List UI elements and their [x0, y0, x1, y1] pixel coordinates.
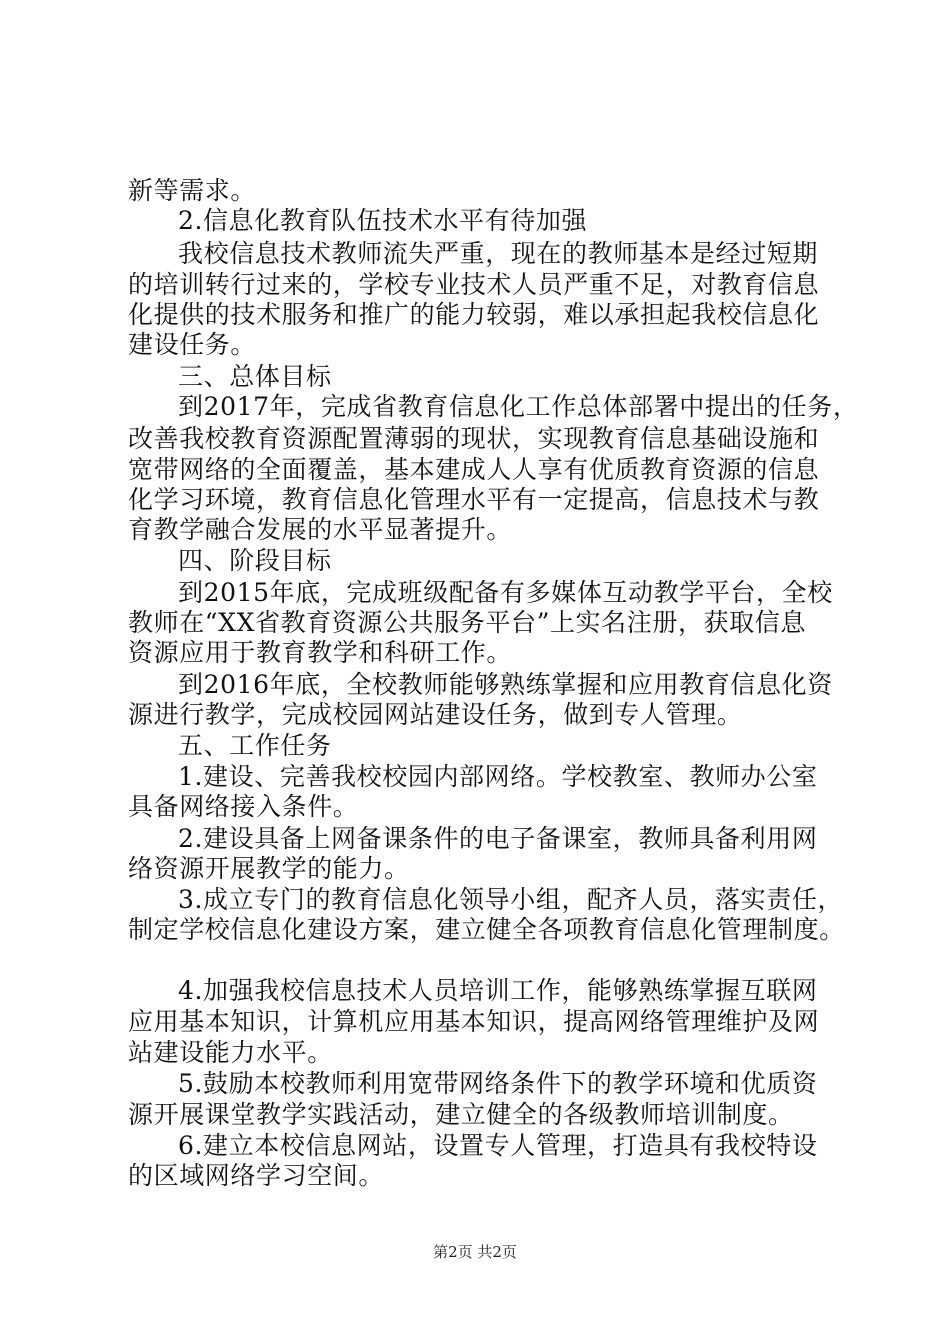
paragraph-line: 到2016年底，全校教师能够熟练掌握和应用教育信息化资	[178, 670, 833, 699]
text-line: 新等需求。	[128, 176, 257, 205]
paragraph-line: 化提供的技术服务和推广的能力较弱，难以承担起我校信息化	[128, 300, 820, 329]
paragraph-line: 建设任务。	[128, 330, 257, 359]
paragraph-line: 我校信息技术教师流失严重，现在的教师基本是经过短期	[178, 239, 819, 268]
list-item-line: 源开展课堂教学实践活动，建立健全的各级教师培训制度。	[128, 1100, 794, 1129]
section-heading: 四、阶段目标	[178, 546, 332, 575]
list-item-line: 制定学校信息化建设方案，建立健全各项教育信息化管理制度。	[128, 915, 845, 944]
section-heading: 三、总体目标	[178, 362, 332, 391]
list-item-line: 站建设能力水平。	[128, 1038, 333, 1067]
list-item-line: 3.成立专门的教育信息化领导小组，配齐人员，落实责任，	[178, 885, 844, 914]
list-item-line: 4.加强我校信息技术人员培训工作，能够熟练掌握互联网	[178, 976, 818, 1005]
paragraph-line: 到2017年，完成省教育信息化工作总体部署中提出的任务，	[178, 392, 859, 421]
list-item-line: 的区域网络学习空间。	[128, 1161, 385, 1190]
section-heading: 五、工作任务	[178, 731, 332, 760]
list-item-line: 络资源开展教学的能力。	[128, 854, 410, 883]
paragraph-line: 改善我校教育资源配置薄弱的现状，实现教育信息基础设施和	[128, 424, 820, 453]
paragraph-line: 资源应用于教育教学和科研工作。	[128, 638, 513, 667]
list-item-line: 2.建设具备上网备课条件的电子备课室，教师具备利用网	[178, 824, 818, 853]
paragraph-line: 的培训转行过来的，学校专业技术人员严重不足，对教育信息	[128, 270, 820, 299]
paragraph-line: 宽带网络的全面覆盖，基本建成人人享有优质教育资源的信息	[128, 455, 820, 484]
paragraph-line: 教师在“XX省教育资源公共服务平台”上实名注册，获取信息	[128, 608, 806, 637]
list-item-line: 5.鼓励本校教师利用宽带网络条件下的教学环境和优质资	[178, 1069, 818, 1098]
list-item-line: 应用基本知识，计算机应用基本知识，提高网络管理维护及网	[128, 1007, 820, 1036]
section-heading: 2.信息化教育队伍技术水平有待加强	[178, 206, 588, 235]
list-item-line: 具备网络接入条件。	[128, 792, 359, 821]
list-item-line: 1.建设、完善我校校园内部网络。学校教室、教师办公室	[178, 762, 818, 791]
paragraph-line: 化学习环境，教育信息化管理水平有一定提高，信息技术与教	[128, 485, 820, 514]
page-number-footer: 第2页 共2页	[433, 1243, 517, 1261]
paragraph-line: 到2015年底，完成班级配备有多媒体互动教学平台，全校	[178, 578, 833, 607]
paragraph-line: 育教学融合发展的水平显著提升。	[128, 515, 513, 544]
paragraph-line: 源进行教学，完成校园网站建设任务，做到专人管理。	[128, 700, 743, 729]
list-item-line: 6.建立本校信息网站，设置专人管理，打造具有我校特设	[178, 1131, 818, 1160]
